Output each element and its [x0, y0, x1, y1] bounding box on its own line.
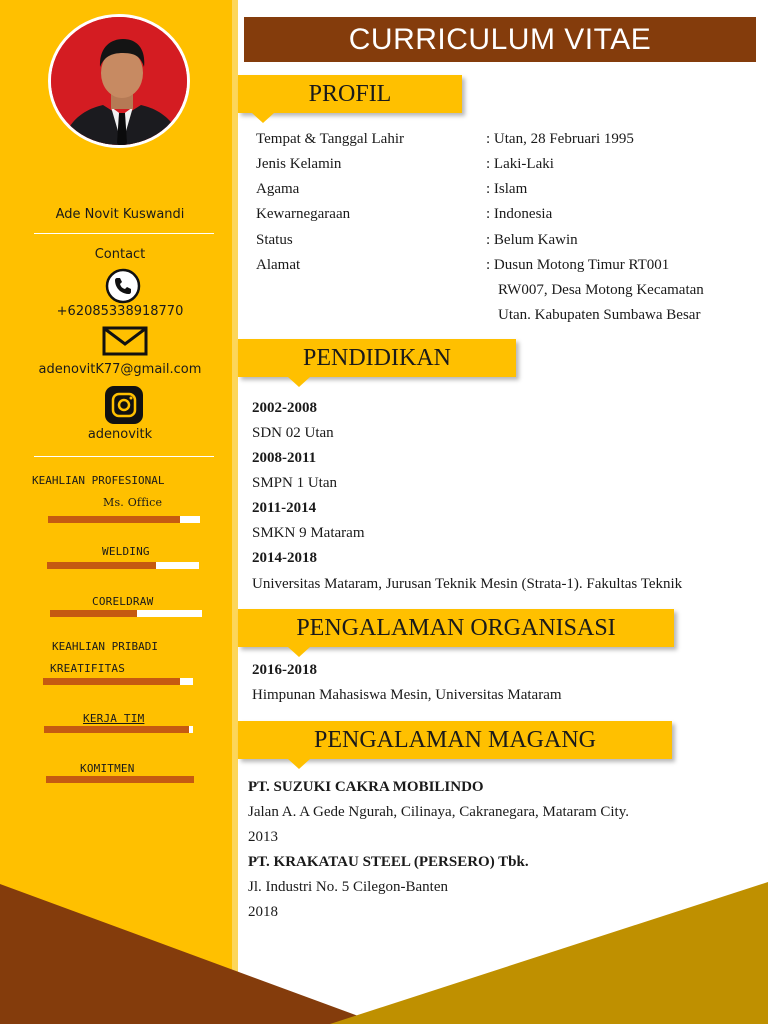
- profile-label: Status: [256, 232, 293, 248]
- profile-label: Jenis Kelamin: [256, 156, 342, 172]
- heading-notch: [252, 113, 274, 123]
- instagram-handle[interactable]: adenovitk: [87, 427, 153, 442]
- education-school: SMKN 9 Mataram: [252, 525, 365, 541]
- skill-bar-fill: [48, 516, 180, 523]
- section-heading-pendidikan: PENDIDIKAN: [238, 339, 516, 377]
- heading-notch: [288, 377, 310, 387]
- profile-value: : Utan, 28 Februari 1995: [486, 131, 634, 147]
- mail-icon: [102, 326, 148, 356]
- phone-number[interactable]: +62085338918770: [56, 304, 184, 319]
- skill-bar-fill: [50, 610, 137, 617]
- section-heading-organisasi: PENGALAMAN ORGANISASI: [238, 609, 674, 647]
- skill-label: Ms. Office: [103, 496, 163, 509]
- education-years: 2011-2014: [252, 500, 317, 516]
- avatar: [48, 14, 190, 148]
- profile-value: : Islam: [486, 181, 528, 197]
- profile-value: : Belum Kawin: [486, 232, 578, 248]
- skill-bar: [46, 776, 194, 783]
- skill-bar-fill: [46, 776, 194, 783]
- address-line: RW007, Desa Motong Kecamatan: [498, 282, 704, 298]
- organization-name: Himpunan Mahasiswa Mesin, Universitas Mataram: [252, 687, 562, 703]
- profile-label: Alamat: [256, 257, 301, 273]
- internship-address: Jalan A. A Gede Ngurah, Cilinaya, Cakranegara, Mataram City.: [248, 804, 629, 820]
- profile-label: Tempat & Tanggal Lahir: [256, 131, 404, 147]
- phone-icon: [105, 268, 141, 304]
- internship-company: PT. SUZUKI CAKRA MOBILINDO: [248, 779, 484, 795]
- person-name: Ade Novit Kuswandi: [55, 207, 185, 222]
- skill-label: CORELDRAW: [92, 595, 154, 608]
- address-line: Utan. Kabupaten Sumbawa Besar: [498, 307, 701, 323]
- skill-bar: [43, 678, 193, 685]
- professional-skills-heading: KEAHLIAN PROFESIONAL: [32, 474, 165, 487]
- internship-company: PT. KRAKATAU STEEL (PERSERO) Tbk.: [248, 854, 529, 870]
- profile-photo: [51, 17, 190, 148]
- education-school: SDN 02 Utan: [252, 425, 334, 441]
- skill-bar: [44, 726, 193, 733]
- skill-bar-fill: [47, 562, 156, 569]
- skill-label: KERJA TIM: [83, 712, 145, 725]
- internship-year: 2018: [248, 904, 278, 920]
- divider: [34, 456, 214, 457]
- skill-label: WELDING: [102, 545, 150, 558]
- profile-label: Kewarnegaraan: [256, 206, 351, 222]
- heading-notch: [288, 759, 310, 769]
- personal-skills-heading: KEAHLIAN PRIBADI: [52, 640, 158, 653]
- skill-bar: [50, 610, 202, 617]
- profile-value: : Dusun Motong Timur RT001: [486, 257, 670, 273]
- instagram-icon: [104, 385, 144, 425]
- skill-bar-fill: [43, 678, 180, 685]
- section-heading-magang: PENGALAMAN MAGANG: [238, 721, 672, 759]
- education-school: Universitas Mataram, Jurusan Teknik Mesin (Strata-1). Fakultas Teknik: [252, 576, 683, 592]
- skill-label: KOMITMEN: [80, 762, 135, 775]
- education-years: 2014-2018: [252, 550, 317, 566]
- skill-bar: [47, 562, 199, 569]
- skill-bar: [48, 516, 200, 523]
- divider: [34, 233, 214, 234]
- contact-heading: Contact: [94, 247, 146, 262]
- education-years: 2008-2011: [252, 450, 317, 466]
- education-school: SMPN 1 Utan: [252, 475, 338, 491]
- education-years: 2002-2008: [252, 400, 317, 416]
- profile-value: : Laki-Laki: [486, 156, 554, 172]
- organization-years: 2016-2018: [252, 662, 317, 678]
- profile-label: Agama: [256, 181, 300, 197]
- heading-notch: [288, 647, 310, 657]
- internship-year: 2013: [248, 829, 278, 845]
- skill-bar-fill: [44, 726, 189, 733]
- skill-label: KREATIFITAS: [50, 662, 126, 675]
- internship-address: Jl. Industri No. 5 Cilegon-Banten: [248, 879, 448, 895]
- section-heading-profil: PROFIL: [238, 75, 462, 113]
- email-address[interactable]: adenovitK77@gmail.com: [38, 362, 202, 377]
- profile-value: : Indonesia: [486, 206, 553, 222]
- page-title: CURRICULUM VITAE: [244, 17, 756, 62]
